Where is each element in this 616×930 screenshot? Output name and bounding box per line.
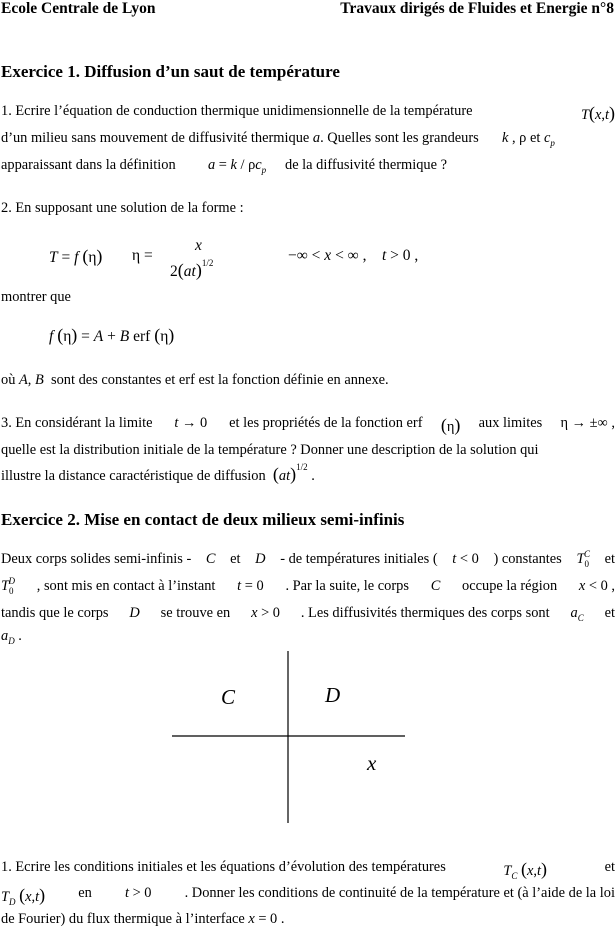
ex2-p-l: et	[604, 605, 615, 621]
ex1-q1-text-d: apparaissant dans la définition	[1, 157, 176, 173]
ex1-q2-text-d: sont des constantes et erf est la fonction définie en annexe.	[51, 372, 389, 388]
ex1-q1-text-e: de la diffusivité thermique ?	[285, 157, 447, 173]
ex2-p-e: et	[604, 551, 615, 567]
ex1-q3-text-a: 3. En considérant la limite	[1, 415, 153, 431]
ex1-q3-text-e: illustre la distance caractéristique de diffusion	[1, 468, 266, 484]
math-D-2: D	[129, 605, 140, 621]
ex2-p-b: et	[230, 551, 241, 567]
ex2-q1-line3: de Fourier) du flux thermique à l’interface x = 0 .	[1, 911, 285, 927]
header-right: Travaux dirigés de Fluides et Energie n°8	[340, 0, 614, 17]
math-domain: −∞ < x < ∞ , t > 0 ,	[288, 247, 419, 264]
ex2-p-i: tandis que le corps	[1, 605, 109, 621]
math-x-pos: x > 0	[251, 605, 280, 621]
ex2-p-h: occupe la région	[462, 578, 558, 594]
math-x-neg: x < 0 ,	[578, 578, 615, 594]
math-T0D: $T_0^D$	[1, 576, 16, 596]
exercise-1-title: Exercice 1. Diffusion d’un saut de température	[1, 62, 340, 81]
math-D: D	[255, 551, 266, 567]
math-t-neg: t < 0	[452, 551, 479, 567]
ex2-q1-c: en	[78, 885, 92, 901]
math-T-x-t: T(x,t)	[580, 103, 615, 123]
ex2-q1-e: de Fourier) du flux thermique à l’interface	[1, 911, 245, 927]
math-TC-x-t: $T_C$ (x,t)	[503, 859, 548, 881]
ex2-q1-b: et	[604, 859, 615, 875]
ex1-q1-text-b: d’un milieu sans mouvement de diffusivité thermique	[1, 130, 310, 146]
figure-label-D: D	[325, 683, 341, 707]
figure-label-x: x	[367, 751, 377, 775]
math-eta-equals: η =	[132, 247, 153, 264]
ex2-p-g: . Par la suite, le corps	[285, 578, 409, 594]
math-t-pos: t > 0	[124, 885, 152, 901]
ex2-p-d: ) constantes	[493, 551, 562, 567]
figure-label-C: C	[221, 685, 236, 709]
ex1-q1-line2: d’un milieu sans mouvement de diffusivité thermique a. Quelles sont les grandeurs	[1, 130, 479, 146]
ex1-q3-line2: quelle est la distribution initiale de la température ? Donner une description de la solution qui	[1, 442, 539, 458]
math-C: C	[205, 551, 216, 567]
math-T-equals-f-eta: T = f (η)	[49, 246, 103, 266]
math-T0C: $T_0^C$	[576, 549, 590, 569]
math-diffusivity-definition: $a = k / \rho c_p$	[208, 157, 267, 175]
ex1-q1-text-c: . Quelles sont les grandeurs	[320, 130, 479, 146]
math-eta-numerator: x	[195, 237, 202, 254]
ex2-q1-a: 1. Ecrire les conditions initiales et les équations d’évolution des températures	[1, 859, 446, 875]
ex2-q1-line1	[1, 859, 615, 881]
math-k-rho-c: k , ρ et $c_p$	[502, 130, 555, 148]
ex2-p-a: Deux corps solides semi-infinis -	[1, 551, 192, 567]
math-t-limit: t → 0	[174, 415, 211, 431]
ex1-q1-text-a: 1. Ecrire l’équation de conduction thermique unidimensionnelle de la température	[1, 103, 473, 119]
ex2-p-j: se trouve en	[160, 605, 231, 621]
math-t-zero: t = 0	[237, 578, 264, 594]
ex2-p-c: - de températures initiales (	[280, 551, 438, 567]
math-eta-denominator: 2(at)$^{1/2}$	[170, 258, 214, 280]
ex1-q2-line3: où A, B sont des constantes et erf est la fonction définie en annexe.	[1, 372, 389, 388]
ex1-q2-text-c: où	[1, 372, 16, 388]
ex1-q2-line1: 2. En supposant une solution de la forme :	[1, 200, 244, 216]
ex2-q1-line2	[1, 885, 615, 907]
ex2-q1-d: . Donner les conditions de continuité de la température et (à l’aide de la loi	[184, 885, 615, 901]
ex2-p-k: . Les diffusivités thermiques des corps sont	[300, 605, 550, 621]
ex1-q3-text-c: aux limites	[478, 415, 543, 431]
exercise-2-title: Exercice 2. Mise en contact de deux milieux semi-infinis	[1, 510, 405, 529]
math-f-erf: f (η) = A + B erf (η)	[49, 325, 175, 345]
math-eta-limit: η → ±∞ ,	[560, 415, 615, 431]
math-TD-x-t: $T_D$ (x,t)	[1, 885, 46, 907]
ex1-q3-text-b: et les propriétés de la fonction erf	[229, 415, 423, 431]
math-aD: $a_D$ .	[1, 628, 22, 646]
ex1-q3-line3: illustre la distance caractéristique de diffusion (at)$^{1/2}$ .	[1, 462, 315, 484]
ex2-p-f: , sont mis en contact à l’instant	[36, 578, 216, 594]
math-C-2: C	[430, 578, 441, 594]
math-aC: $a_C$	[570, 605, 584, 623]
ex1-q2-montrer: montrer que	[1, 289, 71, 305]
header-left: Ecole Centrale de Lyon	[1, 0, 156, 17]
math-eta-paren: (η)	[440, 415, 461, 435]
